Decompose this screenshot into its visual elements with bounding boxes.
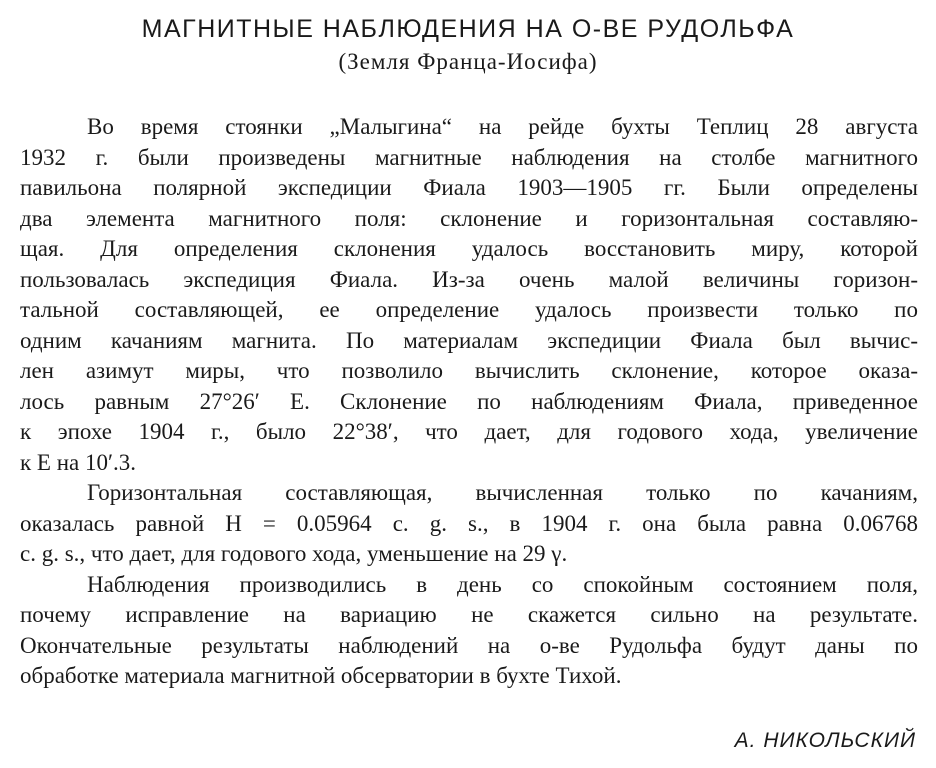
text-line: лен азимут миры, что позволило вычислить склонение, которое оказа- xyxy=(20,358,918,383)
text-line: к эпохе 1904 г., было 22°38′, что дает, для годового хода, увеличение xyxy=(20,419,918,444)
text-line: к E на 10′.3. xyxy=(20,449,137,475)
text-line: оказалась равной H = 0.05964 c. g. s., в 1904 г. она была равна 0.06768 xyxy=(20,510,918,536)
author-signature: А. НИКОЛЬСКИЙ xyxy=(734,729,916,752)
text-line: щая. Для определения склонения удалось восстановить миру, которой xyxy=(20,236,918,261)
text-line: c. g. s., что дает, для годового хода, уменьшение на 29 γ. xyxy=(20,541,568,566)
text-line: одним качаниям магнита. По материалам экспедиции Фиала был вычис- xyxy=(20,327,918,353)
text-line: обработке материала магнитной обсерватории в бухте Тихой. xyxy=(20,663,622,688)
article-body xyxy=(20,112,918,692)
text-line: Окончательные результаты наблюдений на о-ве Рудольфа будут даны по xyxy=(20,632,918,658)
text-line: Во время стоянки „Малыгина“ на рейде бухты Теплиц 28 августа xyxy=(87,114,918,139)
text-line: 1932 г. были произведены магнитные наблюдения на столбе магнитного xyxy=(20,144,918,170)
text-line: Горизонтальная составляющая, вычисленная только по качаниям, xyxy=(87,480,918,505)
text-line: почему исправление на вариацию не скажется сильно на результате. xyxy=(20,602,918,627)
text-line: Наблюдения производились в день со спокойным состоянием поля, xyxy=(87,571,918,597)
paragraph-declination xyxy=(20,112,918,478)
text-line: два элемента магнитного поля: склонение и горизонтальная составляю- xyxy=(20,205,918,231)
page-subtitle: (Земля Франца-Иосифа) xyxy=(338,49,598,74)
paragraph-conclusion xyxy=(20,570,918,692)
text-line: павильона полярной экспедиции Фиала 1903—1905 гг. Были определены xyxy=(20,175,918,200)
text-line: лось равным 27°26′ E. Склонение по наблюдениям Фиала, приведенное xyxy=(20,388,918,414)
text-line: пользовалась экспедиция Фиала. Из-за очень малой величины горизон- xyxy=(20,266,918,292)
page-title: МАГНИТНЫЕ НАБЛЮДЕНИЯ НА О-ВЕ РУДОЛЬФА xyxy=(141,15,795,43)
paragraph-horizontal-component xyxy=(20,478,918,570)
text-line: тальной составляющей, ее определение удалось произвести только по xyxy=(20,297,918,322)
